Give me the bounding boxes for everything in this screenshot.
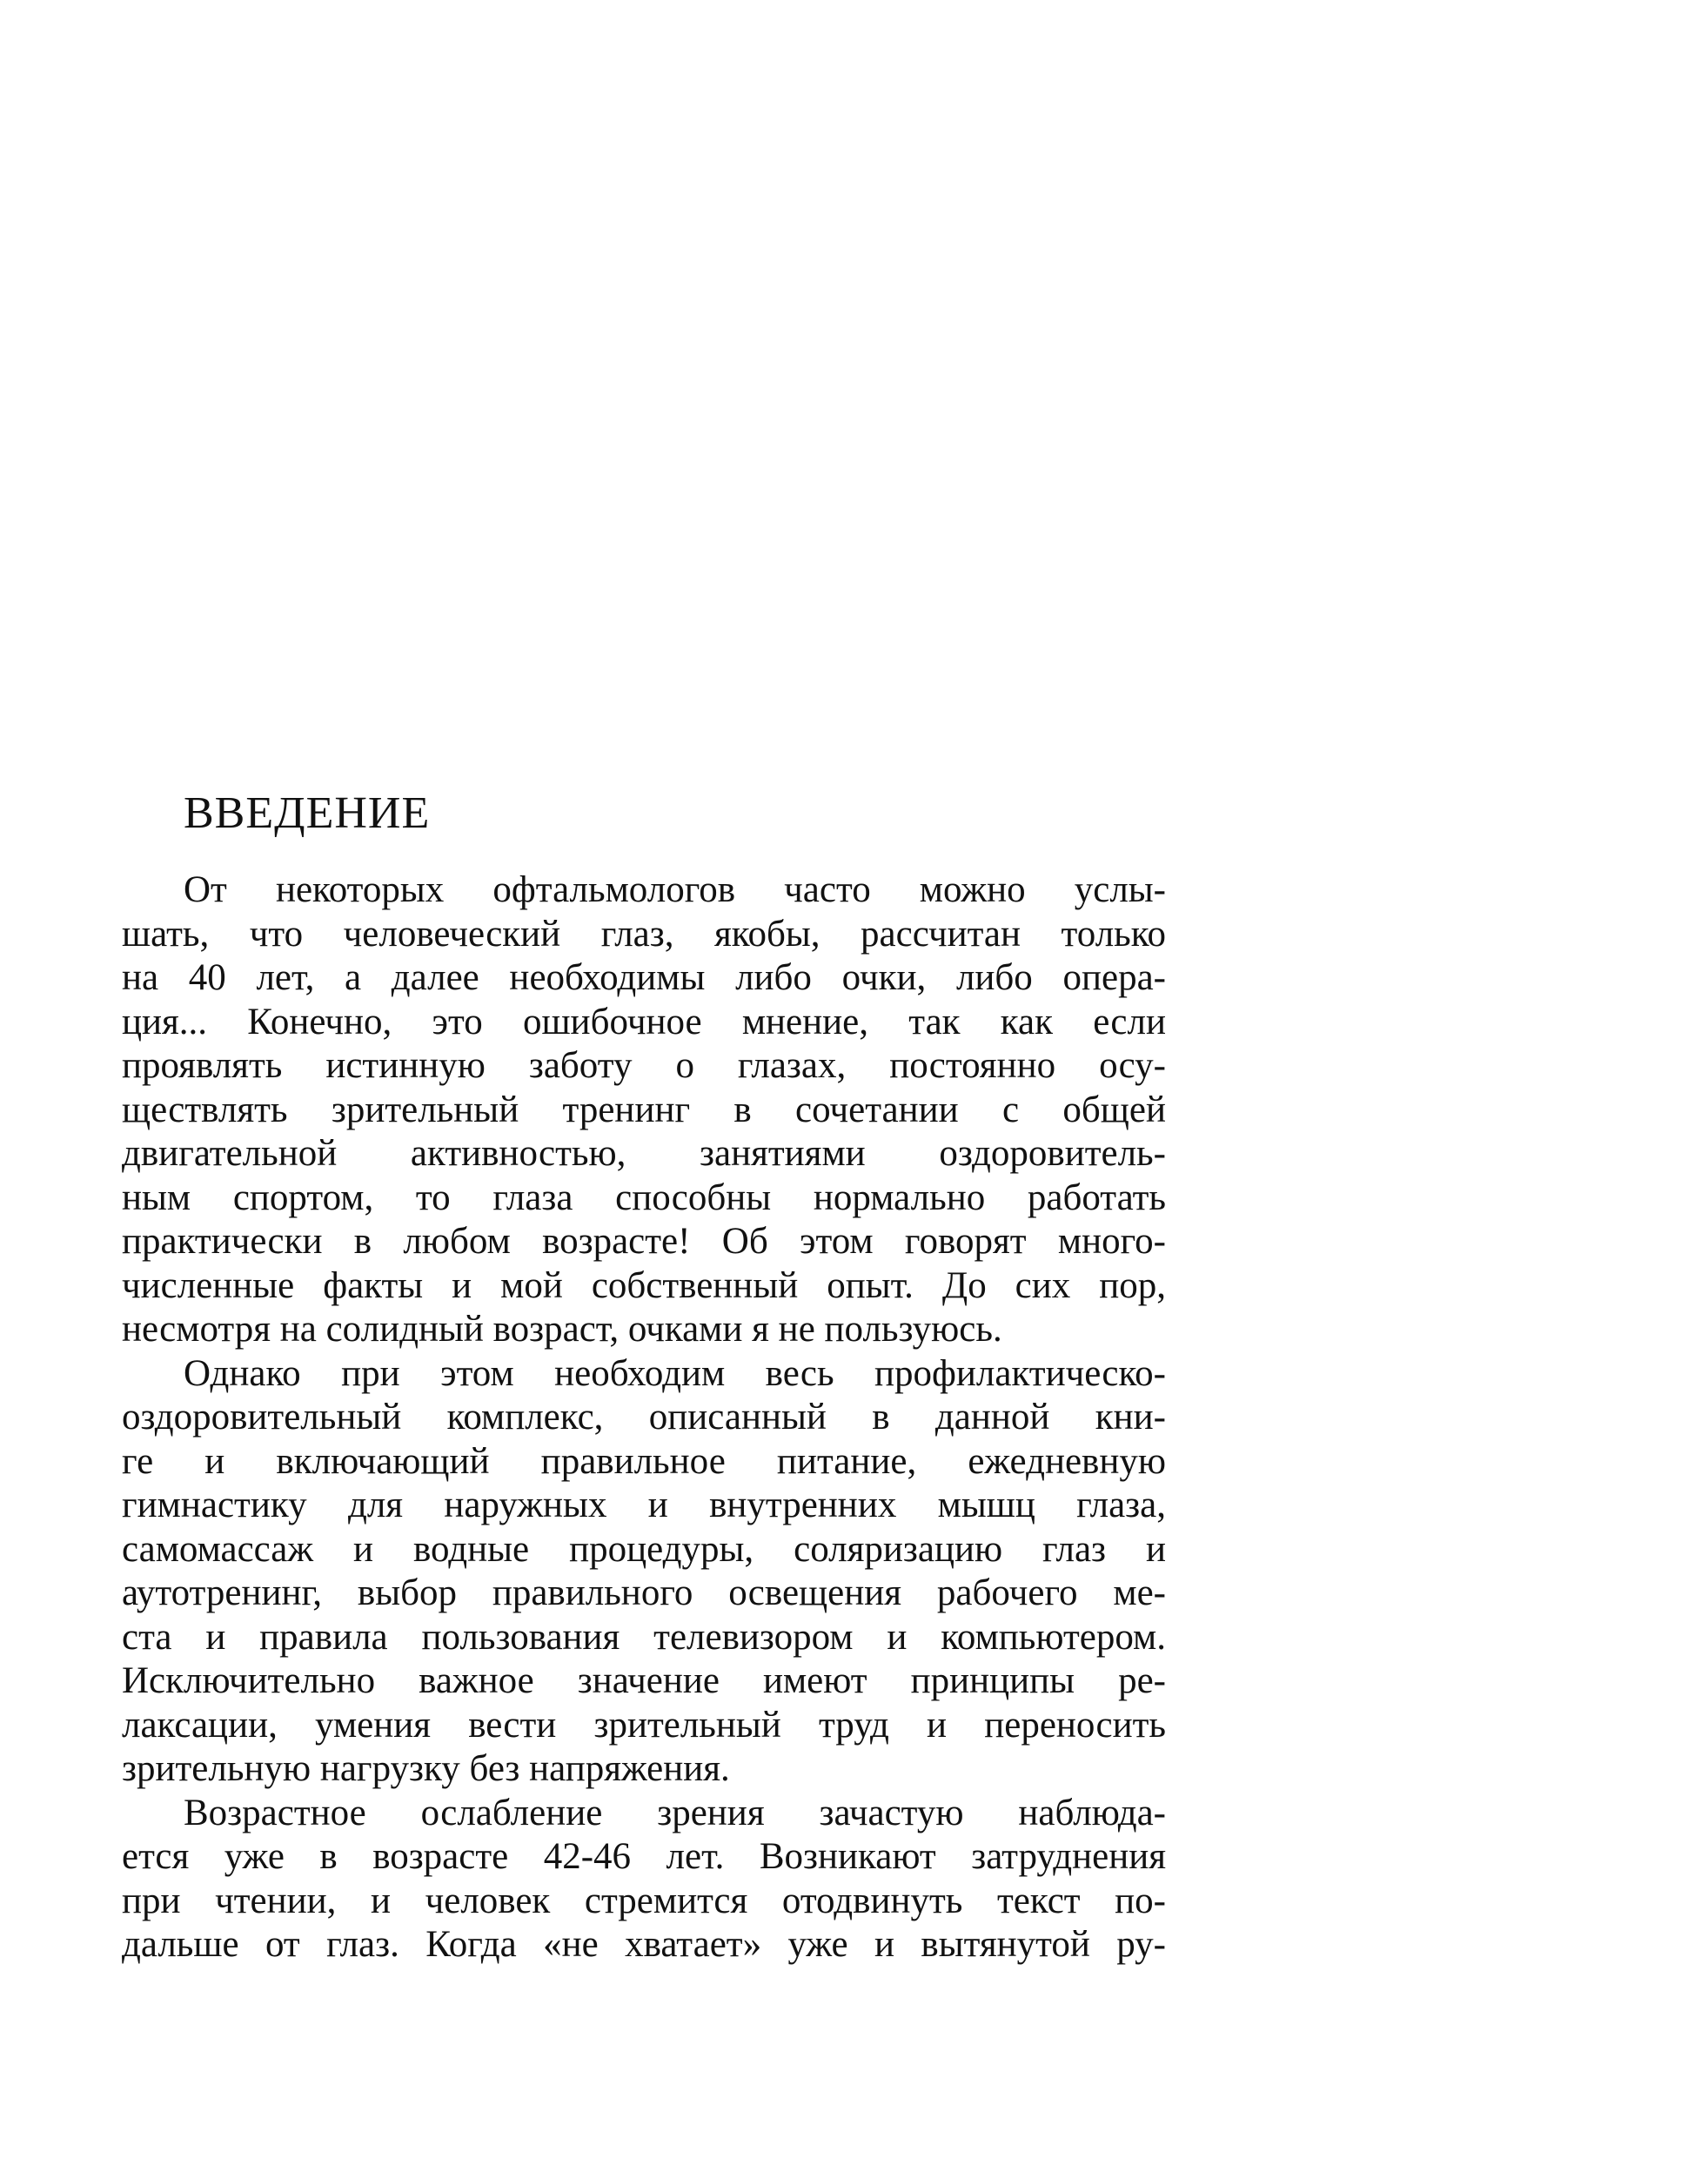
text-line: при чтении, и человек стремится отодвинуть текст по- <box>122 1880 1166 1921</box>
text-line: Возрастное ослабление зрения зачастую наблюда- <box>184 1792 1166 1833</box>
paragraph-2 <box>122 1352 1166 1792</box>
text-line: гимнастику для наружных и внутренних мышц глаза, <box>122 1485 1166 1525</box>
text-line: несмотря на солидный возраст, очками я не пользуюсь. <box>122 1309 1002 1350</box>
text-line: ществлять зрительный тренинг в сочетании с общей <box>122 1089 1166 1130</box>
text-line: оздоровительный комплекс, описанный в данной кни- <box>122 1397 1166 1438</box>
text-line: на 40 лет, а далее необходимы либо очки, либо опера- <box>122 957 1166 998</box>
paragraph-3 <box>122 1792 1166 1967</box>
text-line: ется уже в возрасте 42-46 лет. Возникают затруднения <box>122 1836 1166 1877</box>
body-text <box>122 868 1166 1967</box>
paragraph-1 <box>122 868 1166 1352</box>
text-line: зрительную нагрузку без напряжения. <box>122 1748 730 1789</box>
text-line: проявлять истинную заботу о глазах, постоянно осу- <box>122 1045 1166 1086</box>
text-line: аутотренинг, выбор правильного освещения рабочего ме- <box>122 1572 1166 1613</box>
text-line: шать, что человеческий глаз, якобы, рассчитан только <box>122 913 1166 955</box>
text-line: самомассаж и водные процедуры, соляризацию глаз и <box>122 1528 1166 1570</box>
text-line: Исключительно важное значение имеют принципы ре- <box>122 1660 1166 1701</box>
text-line: двигательной активностью, занятиями оздоровитель- <box>122 1133 1166 1174</box>
text-line: численные факты и мой собственный опыт. До сих пор, <box>122 1264 1166 1306</box>
text-line: ным спортом, то глаза способны нормально работать <box>122 1176 1166 1218</box>
text-line: практически в любом возрасте! Об этом говорят много- <box>122 1221 1166 1262</box>
chapter-heading: ВВЕДЕНИЕ <box>184 788 431 838</box>
text-line: ста и правила пользования телевизором и компьютером. <box>122 1616 1166 1658</box>
text-line: ция... Конечно, это ошибочное мнение, так как если <box>122 1001 1166 1042</box>
text-line: ге и включающий правильное питание, ежедневную <box>122 1440 1166 1482</box>
text-line: лаксации, умения вести зрительный труд и переносить <box>122 1704 1166 1746</box>
text-line: Однако при этом необходим весь профилактическо- <box>184 1352 1166 1394</box>
text-line: От некоторых офтальмологов часто можно услы- <box>184 869 1166 910</box>
text-line: дальше от глаз. Когда «не хватает» уже и вытянутой ру- <box>122 1924 1166 1965</box>
